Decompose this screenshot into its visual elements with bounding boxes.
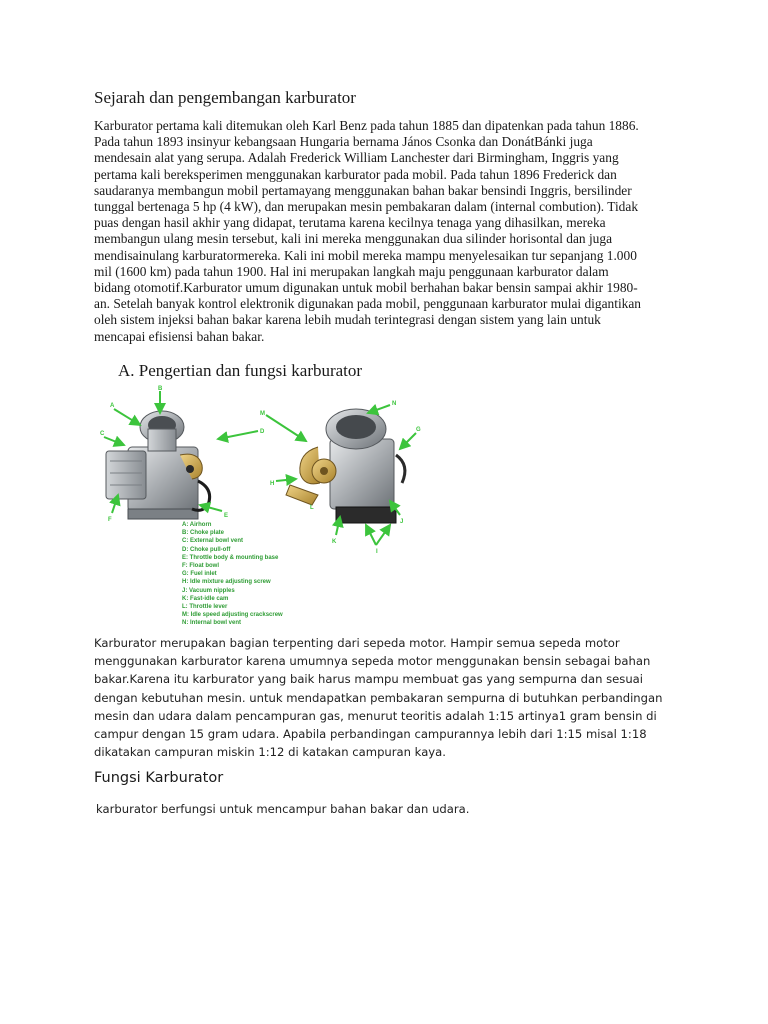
legend-item: M: Idle speed adjusting crackscrew [182, 612, 283, 619]
section-a-heading: A. Pengertian dan fungsi karburator [118, 361, 363, 380]
legend-item: N: Internal bowl vent [182, 620, 242, 627]
callout-label: I [376, 549, 378, 555]
callout-label: H [270, 481, 275, 487]
callout-label: K [332, 539, 337, 545]
callout-label: J [400, 519, 404, 525]
legend-item: A: Airhorn [182, 522, 212, 528]
callout-label: G [416, 427, 421, 433]
history-paragraph: Karburator pertama kali ditemukan oleh Karl Benz pada tahun 1885 dan dipatenkan pada tahun 1886. Pada tahun 1893 insinyur kebangsaan Hungaria bernama János Csonka dan DonátBánki juga mendesain alat yang serupa. Adalah Frederick William Lanchester dari Birmingham, Inggris yang pertama kali bereksperimen menggunakan karburator pada mobil. Pada tahun 1896 Frederick dan saudaranya membangun mobil pertamayang menggunakan bahan bakar bensindi Inggris, bersilinder tunggal bertenaga 5 hp (4 kW), dan merupakan mesin pembakaran dalam (internal combution). Tidak puas dengan hasil akhir yang didapat, terutama karena kecilnya tenaga yang dihasilkan, mereka membangun ulang mesin tersebut, kali ini mereka menggunakan dua silinder horisontal dan juga mendisainulang karburatormereka. Kali ini mobil mereka mampu menyelesaikan tur sepanjang 1.000 mil (1600 km) pada tahun 1900. Hal ini merupakan langkah maju penggunaan karburator dalam bidang otomotif.Karburator umum digunakan untuk mobil berhahan bakar bensin sampai akhir 1980- an. Setelah banyak kontrol elektronik digunakan pada mobil, penggunaan karburator mulai digantikan oleh sistem injeksi bahan bakar karena lebih mudah terintegrasi dengan sistem yang lain untuk mencapai efisiensi bahan bakar. [94, 118, 641, 344]
left-carburetor [106, 411, 210, 519]
legend-item: F: Float bowl [182, 563, 219, 570]
legend-item: H: Idle mixture adjusting screw [182, 579, 271, 586]
callout-label: L [310, 505, 314, 511]
legend-item: D: Choke pull-off [182, 546, 231, 553]
legend-item: L: Throttle lever [182, 604, 228, 611]
fungsi-heading: Fungsi Karburator [94, 770, 224, 786]
callout-label: M [260, 411, 265, 417]
callout-label: E [224, 513, 229, 519]
callout-label: B [158, 386, 163, 392]
right-carburetor [286, 409, 405, 523]
callout-label: F [108, 517, 112, 523]
callout-label: N [392, 401, 397, 407]
definition-paragraph: Karburator merupakan bagian terpenting dari sepeda motor. Hampir semua sepeda motor menggunakan karburator karena umumnya sepeda motor menggunakan bensin sebagai bahan bakar.Karena itu karburator yang baik harus mampu membuat gas yang sempurna dan sesuai dengan kebutuhan mesin. untuk mendapatkan pembakaran sempurna di butuhkan perbandingan mesin dan udara dalam pencampuran gas, menurut teoritis adalah 1:15 artinya1 gram bensin di campur dengan 15 gram udara. Apabila perbandingan campurannya lebih dari 1:15 misal 1:18 dikatakan campuran miskin 1:12 di katakan campuran kaya. [94, 636, 663, 760]
fungsi-text: karburator berfungsi untuk mencampur bahan bakar dan udara. [96, 802, 470, 816]
figure-legend [182, 521, 283, 628]
legend-item: C: External bowl vent [182, 538, 244, 545]
legend-item: G: Fuel inlet [182, 571, 217, 578]
callout-label: D [260, 429, 265, 435]
legend-item: B: Choke plate [182, 530, 225, 537]
page-title: Sejarah dan pengembangan karburator [94, 88, 356, 107]
callout-label: C [100, 431, 105, 437]
legend-item: J: Vacuum nipples [182, 587, 235, 594]
legend-item: K: Fast-idle cam [182, 595, 229, 602]
callout-label: A [110, 403, 115, 409]
legend-item: E: Throttle body & mounting base [182, 554, 279, 561]
